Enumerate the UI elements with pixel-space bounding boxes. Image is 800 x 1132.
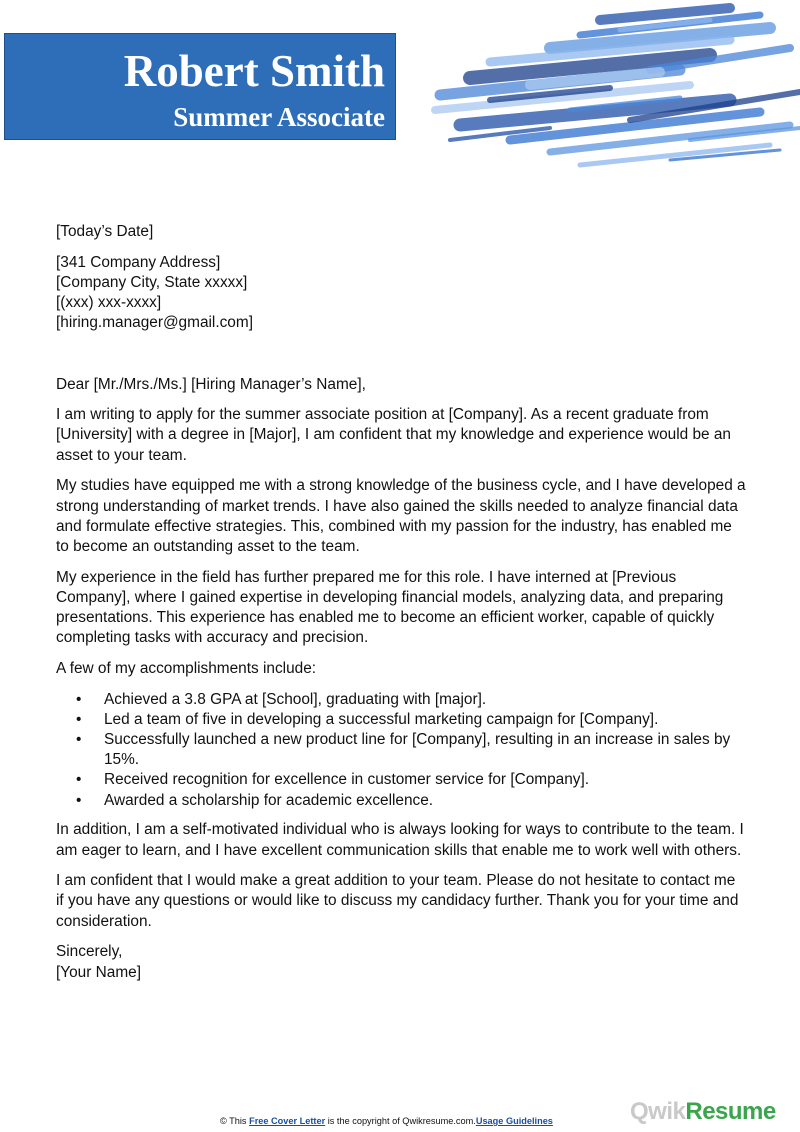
recipient-email: [hiring.manager@gmail.com]: [56, 314, 253, 332]
bullet-icon: •: [76, 791, 82, 809]
decorative-streaks-graphic: [430, 0, 800, 185]
recipient-block: [56, 253, 746, 334]
list-item: [56, 710, 746, 730]
recipient-address: [341 Company Address]: [56, 253, 221, 271]
letter-date: [Today’s Date]: [56, 223, 154, 240]
footer-middle: is the copyright of Qwikresume.com.: [327, 1116, 476, 1126]
free-cover-letter-link[interactable]: Free Cover Letter: [249, 1116, 326, 1126]
body-paragraph-studies: My studies have equipped me with a strong knowledge of the business cycle, and I have developed a strong understanding of market trends. I have also gained the skills needed to analyze financial data and formulate effective strategies. This, combined with my passion for the industry, has enabled me to become an outstanding asset to the team.: [56, 477, 746, 555]
logo-qwik-text: Qwik: [630, 1098, 686, 1125]
bullet-icon: •: [76, 771, 82, 789]
accomplishment-text: Led a team of five in developing a successful marketing campaign for [Company].: [104, 710, 659, 728]
header-banner: [4, 33, 396, 140]
accomplishment-text: Achieved a 3.8 GPA at [School], graduating with [major].: [104, 690, 487, 708]
accomplishments-intro: A few of my accomplishments include:: [56, 659, 317, 677]
list-item: [56, 791, 746, 811]
list-item: [56, 690, 746, 710]
candidate-job-title: Summer Associate: [173, 102, 385, 132]
body-paragraph-self-motivated: In addition, I am a self-motivated individual who is always looking for ways to contribute to the team. I am eager to learn, and I have excellent communication skills that enable me to work well with others.: [56, 821, 744, 859]
qwikresume-logo: [630, 1098, 776, 1126]
accomplishment-text: Awarded a scholarship for academic excellence.: [104, 791, 434, 809]
list-item: [56, 730, 746, 770]
recipient-phone: [(xxx) xxx-xxxx]: [56, 294, 162, 312]
accomplishment-text: Successfully launched a new product line for [Company], resulting in an increase in sales by 15%.: [104, 731, 731, 769]
cover-letter-body: [56, 222, 746, 983]
copyright-footer: [220, 1116, 553, 1126]
list-item: [56, 770, 746, 790]
accomplishments-list: [56, 690, 746, 811]
body-paragraph-experience: My experience in the field has further prepared me for this role. I have interned at [Previous Company], where I gained expertise in developing financial models, analyzing data, and preparing presentations. This experience has enabled me to become an efficient worker, capable of quickly completing tasks with accuracy and precision.: [56, 568, 724, 647]
bullet-icon: •: [76, 690, 82, 708]
body-paragraph-closing: I am confident that I would make a great addition to your team. Please do not hesitate to contact me if you have any questions or would like to discuss my candidacy further. Thank you for your time and consideration.: [56, 872, 739, 930]
bullet-icon: •: [76, 710, 82, 728]
logo-resume-text: Resume: [685, 1098, 776, 1125]
signature-name: [Your Name]: [56, 963, 141, 981]
footer-prefix: © This: [220, 1116, 247, 1126]
recipient-city-state: [Company City, State xxxxx]: [56, 273, 248, 291]
accomplishment-text: Received recognition for excellence in customer service for [Company].: [104, 771, 590, 789]
bullet-icon: •: [76, 731, 82, 749]
signoff: Sincerely,: [56, 943, 123, 961]
usage-guidelines-link[interactable]: Usage Guidelines: [475, 1116, 553, 1126]
salutation: Dear [Mr./Mrs./Ms.] [Hiring Manager’s Name],: [56, 375, 366, 393]
candidate-name: Robert Smith: [123, 46, 385, 96]
body-paragraph-intro: I am writing to apply for the summer associate position at [Company]. As a recent graduate from [University] with a degree in [Major], I am confident that my knowledge and experience would be an asset to your team.: [56, 406, 731, 464]
